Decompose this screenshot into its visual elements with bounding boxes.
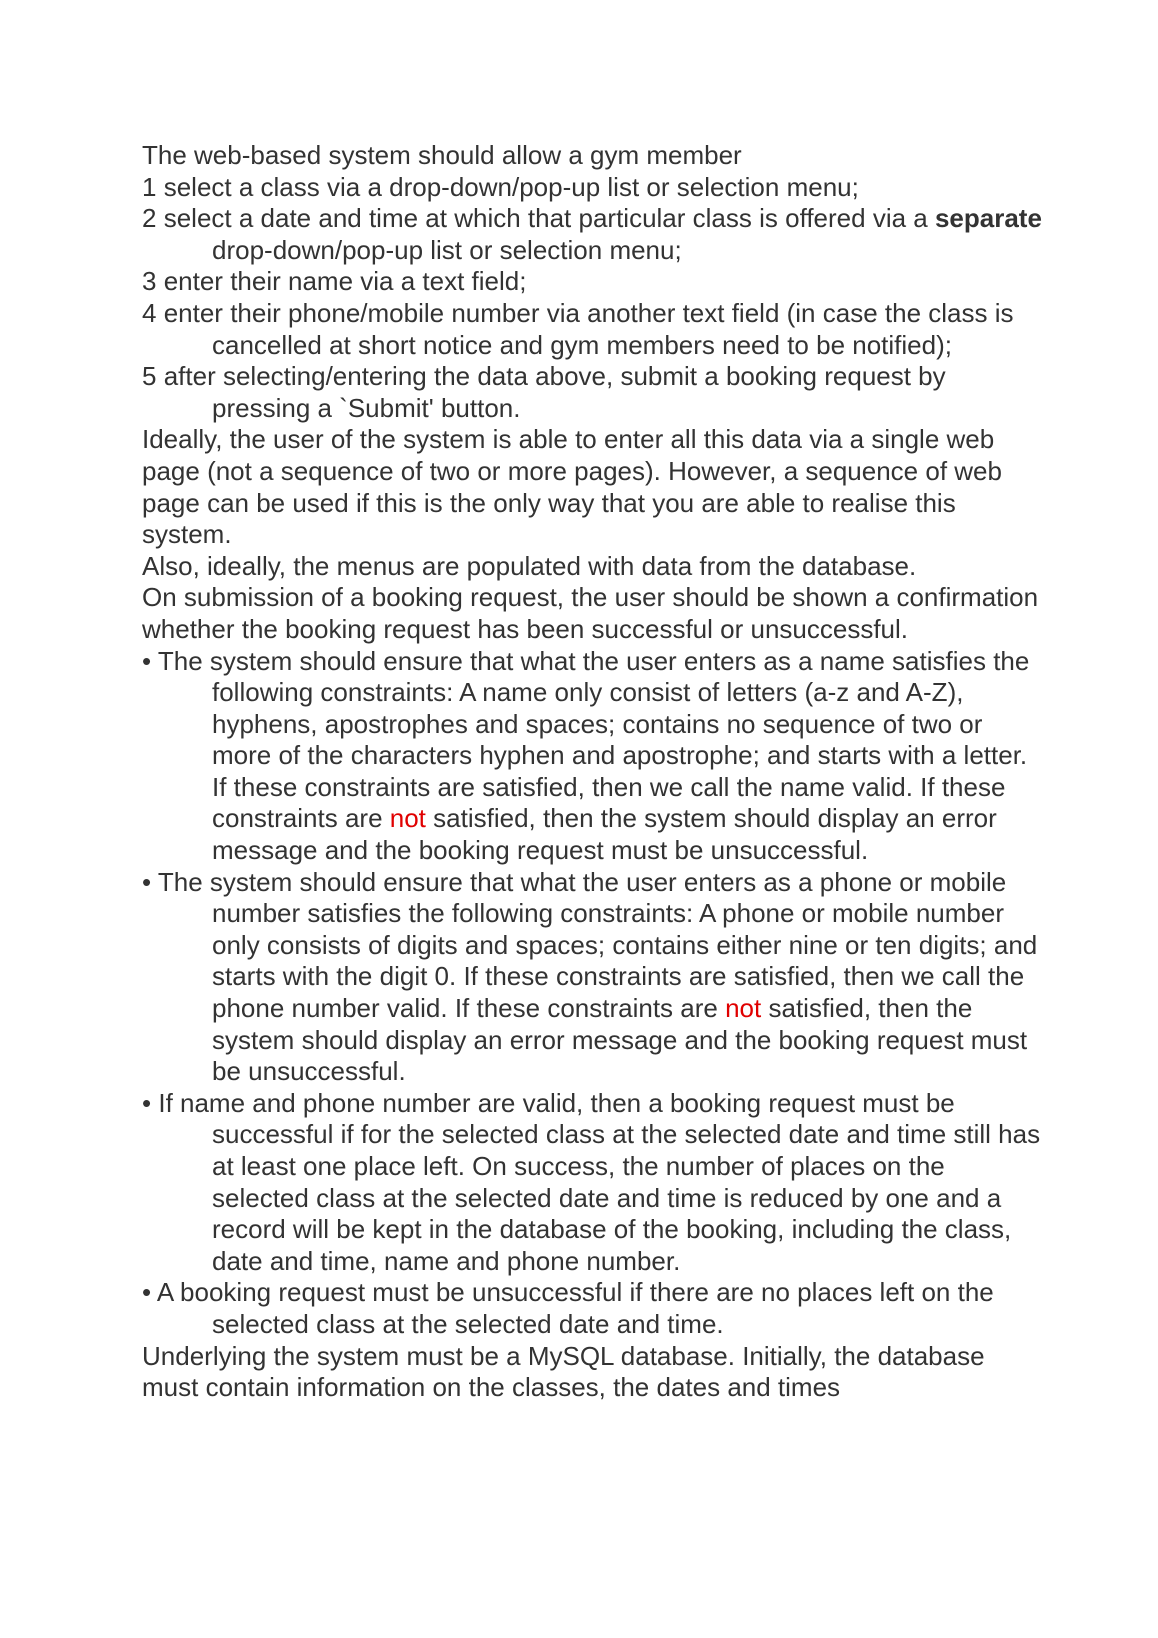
item-text: select a class via a drop-down/pop-up list or selection menu; [163,171,859,202]
paragraph-menus: Also, ideally, the menus are populated with data from the database. [142,550,917,581]
document-page [142,140,1042,1404]
bullet-text: satisfied, then the system should display an error message and the booking request must be unsuccessful. [212,803,997,866]
numbered-item-3 [142,266,1042,298]
item-number: 2 [142,203,157,234]
intro-line: The web-based system should allow a gym member [142,140,742,170]
numbered-item-2 [142,203,1042,266]
bullet-text: satisfied, then the system should display an error message and the booking request must be unsuccessful. [212,993,1028,1087]
bullet-icon: • [142,1087,152,1118]
emphasis-red: not [725,993,762,1024]
bullet-item-success [142,1088,1042,1278]
numbered-item-5 [142,361,1042,424]
bullet-text: The system should ensure that what the user enters as a phone or mobile number satisfies the following constraints: A phone or mobile number only consists of digits and spaces; contains either nine or ten digits; and starts with the digit 0. If these constraints are satisfied, then we call the phone number valid. If these constraints are [157,866,1038,1024]
item-number: 4 [142,297,157,328]
emphasis-red: not [389,803,426,834]
bullet-icon: • [142,645,152,676]
paragraph-confirmation: On submission of a booking request, the user should be shown a confirmation whether the booking request has been successful or unsuccessful. [142,582,1039,644]
bullet-text: A booking request must be unsuccessful if there are no places left on the selected class at the selected date and time. [156,1277,994,1339]
numbered-item-4 [142,298,1042,361]
item-text: enter their name via a text field; [163,266,527,297]
item-text: select a date and time at which that particular class is offered via a [163,203,928,234]
bullet-icon: • [142,1277,152,1308]
bullet-icon: • [142,866,152,897]
item-number: 1 [142,171,157,202]
item-number: 3 [142,266,157,297]
bullet-item-phone-validation [142,867,1042,1088]
bullet-text: If name and phone number are valid, then a booking request must be successful if for the selected class at the selected date and time still has at least one place left. On success, the number of places on the selected class at the selected date and time is reduced by one and a record will be kept in the database of the booking, including the class, date and time, name and phone number. [158,1087,1041,1276]
emphasis-bold: separate [934,203,1042,234]
item-text: enter their phone/mobile number via another text field (in case the class is cancelled at short notice and gym members need to be notified); [163,297,1014,360]
bullet-list [142,646,1042,1341]
paragraph-database: Underlying the system must be a MySQL database. Initially, the database must contain information on the classes, the dates and times [142,1340,985,1403]
paragraph-single-page: Ideally, the user of the system is able to enter all this data via a single web page (not a sequence of two or more pages). However, a sequence of web page can be used if this is the only way that you are able to realise this system. [142,424,1002,550]
bullet-item-name-validation [142,646,1042,867]
numbered-list [142,172,1042,425]
numbered-item-1 [142,172,1042,204]
bullet-item-unsuccessful [142,1277,1042,1340]
item-text: drop-down/pop-up list or selection menu; [212,234,682,265]
item-text: after selecting/entering the data above, submit a booking request by pressing a `Submit' button. [163,361,946,423]
bullet-text: The system should ensure that what the user enters as a name satisfies the following constraints: A name only consist of letters (a-z and A-Z), hyphens, apostrophes and spaces; contains no sequence of two or more of the characters hyphen and apostrophe; and starts with a letter. If these constraints are satisfied, then we call the name valid. If these constraints are [157,645,1030,834]
item-number: 5 [142,361,157,392]
